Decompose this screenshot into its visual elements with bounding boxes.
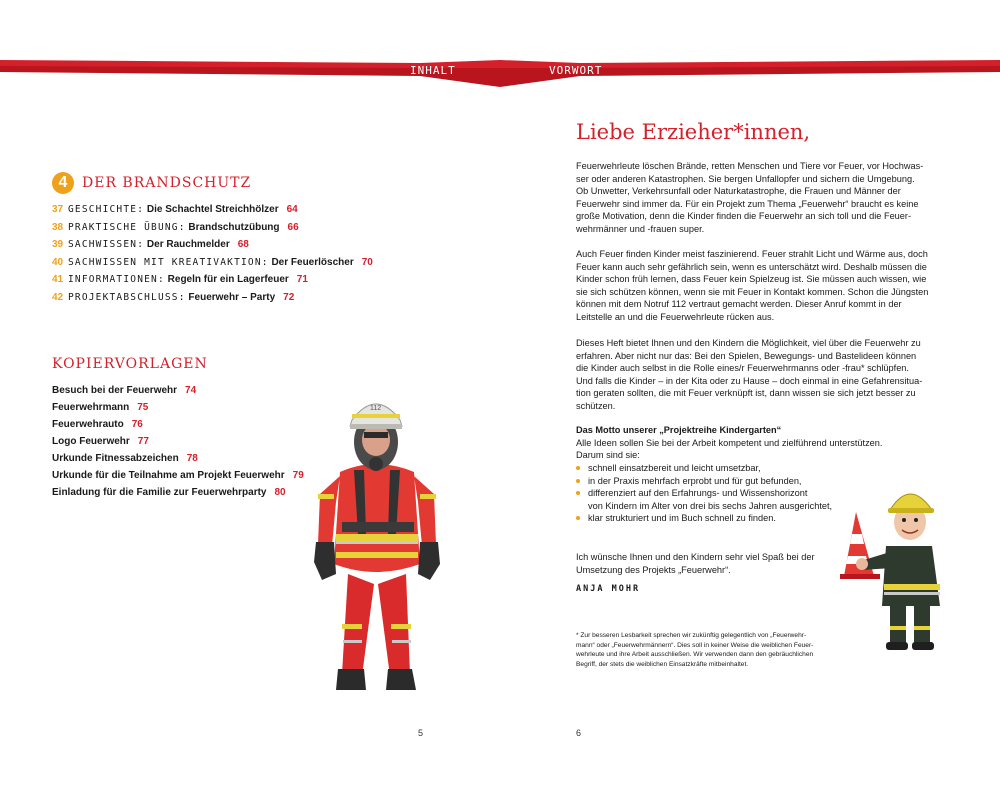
text-line: wehrmänner und -frauen super. xyxy=(576,223,705,234)
bullet-dot-icon xyxy=(576,516,580,520)
chapter-title: DER BRANDSCHUTZ xyxy=(82,175,252,191)
toc-number: 37 xyxy=(52,204,64,215)
kopiervorlage-title: Urkunde für die Teilnahme am Projekt Feuerwehr xyxy=(52,470,285,481)
toc-title: Die Schachtel Streichhölzer xyxy=(146,204,279,215)
toc-entry[interactable] xyxy=(52,274,373,292)
toc-page: 72 xyxy=(283,291,295,303)
helmet-number: 112 xyxy=(370,405,382,412)
toc-title: Brandschutzübung xyxy=(188,221,280,233)
chapter-heading xyxy=(52,172,251,194)
kopiervorlage-title: Besuch bei der Feuerwehr xyxy=(52,385,178,396)
bullet-item: in der Praxis mehrfach erprobt und für gut befunden, xyxy=(576,475,832,488)
text-line: ser oder anderen Katastrophen. Sie bergen Unfallopfer und sichern die Umgebung. xyxy=(576,173,915,184)
kopiervorlage-page: 78 xyxy=(186,453,198,464)
text-line: die Kinder auch selbst in die Rolle eines/r Feuerwehrmanns oder -frau* schlüpfen. xyxy=(576,363,909,373)
kopiervorlagen-list xyxy=(52,385,304,504)
kopiervorlage-title: Urkunde Fitnessabzeichen xyxy=(52,453,179,464)
motto-title: Das Motto unserer „Projektreihe Kindergarten“ xyxy=(576,425,782,435)
kopiervorlage-page: 80 xyxy=(274,487,286,498)
text-line: Feuerwehr sind immer da. Für ein Projekt zum Thema „Feuerwehr“ braucht es keine xyxy=(576,198,919,209)
kopiervorlage-entry[interactable] xyxy=(52,470,304,487)
chapter-toc xyxy=(52,204,373,309)
author-signature: ANJA MOHR xyxy=(576,584,641,594)
kopiervorlage-entry[interactable] xyxy=(52,402,304,419)
header-banner xyxy=(0,0,1000,100)
bullet-dot-icon xyxy=(576,491,580,495)
text-line: Alle Ideen sollen Sie bei der Arbeit kompetent und zielführend unterstützen. xyxy=(576,437,883,448)
chapter-number-badge: 4 xyxy=(52,172,74,194)
footnote xyxy=(576,631,813,669)
paragraph-3 xyxy=(576,337,923,412)
bullet-item: differenziert auf den Erfahrungs- und Wissenshorizont von Kindern im Alter von drei bis sechs Jahren ausgerichtet, xyxy=(576,487,832,512)
kopiervorlage-entry[interactable] xyxy=(52,436,304,453)
bullet-dot-icon xyxy=(576,479,580,483)
kopiervorlage-title: Feuerwehrauto xyxy=(52,419,124,430)
text-line: Auch Feuer finden Kinder meist faszinierend. Feuer strahlt Licht und Wärme aus, doch xyxy=(576,249,928,259)
toc-category: SACHWISSEN: xyxy=(68,239,145,250)
kopiervorlage-page: 74 xyxy=(185,385,197,396)
motto-bullets xyxy=(576,462,832,525)
text-line: Umsetzung des Projekts „Feuerwehr“. xyxy=(576,564,731,575)
toc-category: INFORMATIONEN: xyxy=(68,274,165,285)
text-line: Feuerwehrleute löschen Brände, retten Menschen und Tiere vor Feuer, vor Hochwas- xyxy=(576,161,924,171)
toc-number: 41 xyxy=(52,274,64,285)
kopiervorlage-title: Einladung für die Familie zur Feuerwehrparty xyxy=(52,487,267,498)
page-number-right: 6 xyxy=(576,728,582,738)
kopiervorlage-entry[interactable] xyxy=(52,385,304,402)
toc-number: 39 xyxy=(52,239,64,250)
toc-page: 64 xyxy=(286,204,298,215)
kopiervorlage-title: Logo Feuerwehr xyxy=(52,436,130,447)
toc-title: Der Rauchmelder xyxy=(146,239,230,250)
text-line: Ich wünsche Ihnen und den Kindern sehr viel Spaß bei der xyxy=(576,552,815,562)
kopiervorlage-page: 76 xyxy=(131,419,143,430)
toc-entry[interactable] xyxy=(52,222,373,240)
kopiervorlage-page: 77 xyxy=(137,436,149,447)
toc-title: Feuerwehr – Party xyxy=(188,291,276,303)
footnote-line: mann“ oder „Feuerwehrmännern“. Dies soll in keiner Weise die weiblichen Feuer- xyxy=(576,641,814,649)
toc-title: Der Feuerlöscher xyxy=(271,256,354,268)
page-number-left: 5 xyxy=(418,728,424,738)
bullet-item: klar strukturiert und im Buch schnell zu finden. xyxy=(576,512,832,525)
bullet-dot-icon xyxy=(576,466,580,470)
toc-category: PROJEKTABSCHLUSS: xyxy=(68,291,186,303)
toc-entry[interactable] xyxy=(52,257,373,275)
toc-page: 66 xyxy=(287,221,299,233)
cartoon-firefighter-illustration xyxy=(840,476,950,656)
closing-text xyxy=(576,551,856,576)
kopiervorlagen-heading: KOPIERVORLAGEN xyxy=(52,356,208,372)
toc-number: 40 xyxy=(52,256,64,268)
text-line: erfahren. Aber nicht nur das: Bei den Spielen, Bewegungs- und Bastelideen können xyxy=(576,350,917,361)
text-line: sie sich schützen können, wenn sie mit Feuer in Kontakt kommen. Schon die Jüngsten xyxy=(576,286,929,297)
firefighter-illustration xyxy=(312,384,442,696)
paragraph-2 xyxy=(576,248,929,323)
tab-vorwort[interactable]: VORWORT xyxy=(549,64,603,77)
toc-entry[interactable] xyxy=(52,292,373,310)
text-line: können mit dem Notruf 112 vertraut gemacht werden. Dieser Anruf kommt in der xyxy=(576,299,902,309)
text-line: schützen. xyxy=(576,400,616,411)
toc-category: SACHWISSEN MIT KREATIVAKTION: xyxy=(68,256,269,268)
toc-entry[interactable] xyxy=(52,204,373,222)
toc-page: 70 xyxy=(361,256,373,268)
toc-number: 38 xyxy=(52,221,64,233)
footnote-line: * Zur besseren Lesbarkeit sprechen wir zukünftig gelegentlich von „Feuerwehr- xyxy=(576,632,807,639)
bullet-item: schnell einsatzbereit und leicht umsetzbar, xyxy=(576,462,832,475)
text-line: Leitstelle an und die Feuerwehrleute rücken aus. xyxy=(576,311,775,322)
tab-inhalt[interactable]: INHALT xyxy=(410,64,456,77)
text-line: große Motivation, denn die Kinder finden die Feuerwehr an sich toll und die Feuer- xyxy=(576,211,912,221)
toc-category: PRAKTISCHE ÜBUNG: xyxy=(68,221,186,233)
text-line: Ob Unwetter, Verkehrsunfall oder Naturkatastrophe, die Frauen und Männer der xyxy=(576,186,901,196)
text-line: Und falls die Kinder – in der Kita oder zu Hause – doch einmal in eine Gefahrensitua- xyxy=(576,375,923,386)
motto-block xyxy=(576,424,916,462)
text-line: Darum sind sie: xyxy=(576,450,640,460)
toc-number: 42 xyxy=(52,291,64,303)
kopiervorlage-title: Feuerwehrmann xyxy=(52,402,130,413)
toc-category: GESCHICHTE: xyxy=(68,204,145,215)
kopiervorlage-entry[interactable] xyxy=(52,487,304,504)
toc-entry[interactable] xyxy=(52,239,373,257)
kopiervorlage-entry[interactable] xyxy=(52,419,304,436)
footnote-line: Begriff, der stets die weiblichen Einsatzkräfte mitbeinhaltet. xyxy=(576,660,749,668)
text-line: Dieses Heft bietet Ihnen und den Kindern die Möglichkeit, viel über die Feuerwehr zu xyxy=(576,338,921,348)
text-line: Feuer kann auch sehr gefährlich sein, wenn es unterschätzt wird. Deshalb müssen die xyxy=(576,261,927,272)
toc-title: Regeln für ein Lagerfeuer xyxy=(167,274,289,285)
text-line: Kinder schon früh lernen, dass Feuer kein Spielzeug ist. Sie müssen auch wissen, wie xyxy=(576,274,927,284)
toc-page: 68 xyxy=(237,239,249,250)
text-line: tion geraten sollten, die mit Feuer verknüpft ist, dann wissen sie sich jetzt besser zu xyxy=(576,388,916,398)
paragraph-1 xyxy=(576,160,924,235)
footnote-line: wehrleute und ihre Arbeit ausschließen. Wir verwenden dann den gebräuchlichen xyxy=(576,651,814,658)
kopiervorlage-entry[interactable] xyxy=(52,453,304,470)
kopiervorlage-page: 79 xyxy=(292,470,304,481)
kopiervorlage-page: 75 xyxy=(137,402,149,413)
toc-page: 71 xyxy=(296,274,308,285)
page-heading: Liebe Erzieher*innen, xyxy=(576,120,811,144)
